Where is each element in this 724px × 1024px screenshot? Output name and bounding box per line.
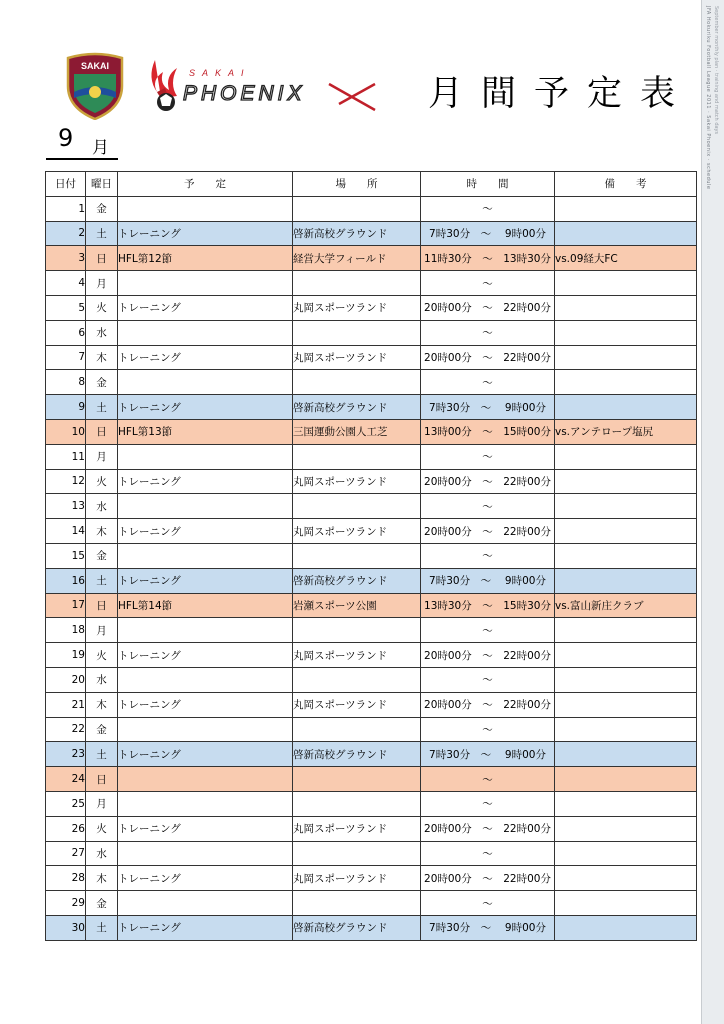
cell-note xyxy=(555,320,697,345)
cell-date: 28 xyxy=(46,866,86,891)
cell-dow: 月 xyxy=(86,618,118,643)
cell-dow: 水 xyxy=(86,320,118,345)
cell-place: 丸岡スポーツランド xyxy=(293,345,421,370)
cell-note xyxy=(555,816,697,841)
table-row xyxy=(46,543,697,568)
cell-note: vs.アンテロープ塩尻 xyxy=(555,419,697,444)
cell-plan xyxy=(118,444,293,469)
table-row xyxy=(46,866,697,891)
cell-dow: 火 xyxy=(86,816,118,841)
table-row xyxy=(46,494,697,519)
table-row xyxy=(46,395,697,420)
cell-date: 1 xyxy=(46,196,86,221)
table-row xyxy=(46,618,697,643)
cell-plan xyxy=(118,494,293,519)
cell-dow: 土 xyxy=(86,915,118,940)
cell-note xyxy=(555,494,697,519)
cell-place xyxy=(293,618,421,643)
cell-place: 岩瀬スポーツ公園 xyxy=(293,593,421,618)
cell-date: 22 xyxy=(46,717,86,742)
cell-plan xyxy=(118,196,293,221)
cell-plan: トレーニング xyxy=(118,915,293,940)
cell-time: 7時30分 ～ 9時00分 xyxy=(421,395,555,420)
cell-plan: トレーニング xyxy=(118,742,293,767)
cell-plan: トレーニング xyxy=(118,469,293,494)
table-row xyxy=(46,891,697,916)
cell-date: 26 xyxy=(46,816,86,841)
cell-time: 20時00分 ～ 22時00分 xyxy=(421,692,555,717)
cell-place xyxy=(293,271,421,296)
cell-dow: 木 xyxy=(86,692,118,717)
column-header-date: 日付 xyxy=(46,172,86,197)
cell-dow: 月 xyxy=(86,791,118,816)
cell-time: ～ xyxy=(421,717,555,742)
cell-plan: HFL第13節 xyxy=(118,419,293,444)
cell-time: ～ xyxy=(421,618,555,643)
cell-note xyxy=(555,295,697,320)
cell-note xyxy=(555,568,697,593)
table-row xyxy=(46,196,697,221)
cell-place xyxy=(293,767,421,792)
side-strip-text-2: September monthly plan · training and match days xyxy=(713,6,719,135)
cell-plan xyxy=(118,841,293,866)
cell-note xyxy=(555,370,697,395)
side-strip xyxy=(701,0,724,1024)
cell-plan xyxy=(118,320,293,345)
cell-dow: 月 xyxy=(86,444,118,469)
cell-dow: 水 xyxy=(86,841,118,866)
cell-note xyxy=(555,717,697,742)
cell-date: 24 xyxy=(46,767,86,792)
cell-plan: トレーニング xyxy=(118,295,293,320)
cell-place: 丸岡スポーツランド xyxy=(293,469,421,494)
column-header-dow: 曜日 xyxy=(86,172,118,197)
cell-plan: トレーニング xyxy=(118,519,293,544)
cell-note xyxy=(555,618,697,643)
cell-plan xyxy=(118,791,293,816)
cell-time: 13時00分 ～ 15時00分 xyxy=(421,419,555,444)
cell-date: 3 xyxy=(46,246,86,271)
cell-date: 16 xyxy=(46,568,86,593)
cell-time: 7時30分 ～ 9時00分 xyxy=(421,568,555,593)
cell-place: 丸岡スポーツランド xyxy=(293,866,421,891)
cell-date: 4 xyxy=(46,271,86,296)
cell-note xyxy=(555,196,697,221)
cell-plan xyxy=(118,618,293,643)
club-crest-logo xyxy=(64,52,126,120)
cell-place xyxy=(293,543,421,568)
cell-place xyxy=(293,370,421,395)
cell-plan: トレーニング xyxy=(118,816,293,841)
cell-plan: HFL第14節 xyxy=(118,593,293,618)
table-row xyxy=(46,271,697,296)
cell-place xyxy=(293,717,421,742)
cell-plan: トレーニング xyxy=(118,395,293,420)
cell-time: 20時00分 ～ 22時00分 xyxy=(421,866,555,891)
table-row xyxy=(46,791,697,816)
cell-note xyxy=(555,915,697,940)
cell-time: 20時00分 ～ 22時00分 xyxy=(421,643,555,668)
cell-note xyxy=(555,519,697,544)
cell-place: 啓新高校グラウンド xyxy=(293,568,421,593)
cell-note xyxy=(555,767,697,792)
cell-plan xyxy=(118,891,293,916)
cell-time: 20時00分 ～ 22時00分 xyxy=(421,295,555,320)
cell-dow: 金 xyxy=(86,196,118,221)
cell-dow: 金 xyxy=(86,370,118,395)
cell-plan xyxy=(118,667,293,692)
cell-dow: 日 xyxy=(86,767,118,792)
cell-dow: 日 xyxy=(86,419,118,444)
cell-date: 12 xyxy=(46,469,86,494)
cell-date: 15 xyxy=(46,543,86,568)
table-row xyxy=(46,320,697,345)
cell-date: 30 xyxy=(46,915,86,940)
cell-date: 8 xyxy=(46,370,86,395)
cell-time: 7時30分 ～ 9時00分 xyxy=(421,915,555,940)
column-header-place: 場 所 xyxy=(293,172,421,197)
cell-plan: トレーニング xyxy=(118,643,293,668)
table-row xyxy=(46,370,697,395)
cell-dow: 月 xyxy=(86,271,118,296)
cell-date: 5 xyxy=(46,295,86,320)
cell-note: vs.富山新庄クラブ xyxy=(555,593,697,618)
cell-note xyxy=(555,891,697,916)
cell-dow: 日 xyxy=(86,593,118,618)
header-row xyxy=(46,172,697,197)
cell-place xyxy=(293,196,421,221)
cell-note xyxy=(555,667,697,692)
cell-place: 啓新高校グラウンド xyxy=(293,221,421,246)
cell-place: 啓新高校グラウンド xyxy=(293,742,421,767)
table-row xyxy=(46,221,697,246)
cell-dow: 土 xyxy=(86,568,118,593)
table-row xyxy=(46,345,697,370)
table-row xyxy=(46,643,697,668)
cell-date: 29 xyxy=(46,891,86,916)
cell-plan xyxy=(118,717,293,742)
cell-note xyxy=(555,221,697,246)
cell-note xyxy=(555,271,697,296)
column-header-note: 備 考 xyxy=(555,172,697,197)
cell-place: 経営大学フィールド xyxy=(293,246,421,271)
table-row xyxy=(46,246,697,271)
cell-dow: 土 xyxy=(86,221,118,246)
table-row xyxy=(46,717,697,742)
cell-plan: トレーニング xyxy=(118,692,293,717)
cell-date: 21 xyxy=(46,692,86,717)
cell-note xyxy=(555,643,697,668)
cell-time: 7時30分 ～ 9時00分 xyxy=(421,742,555,767)
cell-place xyxy=(293,791,421,816)
cell-time: ～ xyxy=(421,667,555,692)
cell-place: 啓新高校グラウンド xyxy=(293,395,421,420)
cell-dow: 火 xyxy=(86,469,118,494)
cell-dow: 木 xyxy=(86,519,118,544)
cell-dow: 火 xyxy=(86,643,118,668)
cell-place xyxy=(293,494,421,519)
cell-note xyxy=(555,395,697,420)
cell-time: ～ xyxy=(421,494,555,519)
crest-text: SAKAI xyxy=(80,61,110,71)
cell-dow: 日 xyxy=(86,246,118,271)
cell-dow: 水 xyxy=(86,494,118,519)
cell-place xyxy=(293,891,421,916)
cell-date: 19 xyxy=(46,643,86,668)
cell-plan: トレーニング xyxy=(118,221,293,246)
cell-place: 三国運動公園人工芝 xyxy=(293,419,421,444)
cell-time: 20時00分 ～ 22時00分 xyxy=(421,469,555,494)
table-row xyxy=(46,767,697,792)
table-row xyxy=(46,519,697,544)
cell-date: 6 xyxy=(46,320,86,345)
cell-time: ～ xyxy=(421,271,555,296)
cell-date: 20 xyxy=(46,667,86,692)
column-header-plan: 予 定 xyxy=(118,172,293,197)
table-row xyxy=(46,816,697,841)
cell-place xyxy=(293,841,421,866)
cell-place: 丸岡スポーツランド xyxy=(293,643,421,668)
cell-date: 17 xyxy=(46,593,86,618)
cell-dow: 土 xyxy=(86,395,118,420)
month-unit: 月 xyxy=(92,138,109,158)
table-row xyxy=(46,742,697,767)
cell-dow: 木 xyxy=(86,866,118,891)
table-row xyxy=(46,295,697,320)
schedule-body xyxy=(46,196,697,940)
cell-time: ～ xyxy=(421,444,555,469)
phoenix-brand-logo xyxy=(143,58,379,114)
cell-note xyxy=(555,543,697,568)
cell-time: 20時00分 ～ 22時00分 xyxy=(421,519,555,544)
cell-date: 27 xyxy=(46,841,86,866)
side-strip-text: JFA Hokuriku Football League 2011 · Sakai Phoenix · schedule xyxy=(705,6,711,190)
table-row xyxy=(46,841,697,866)
cell-plan xyxy=(118,271,293,296)
cell-date: 14 xyxy=(46,519,86,544)
cell-plan: トレーニング xyxy=(118,345,293,370)
cell-note xyxy=(555,692,697,717)
table-row xyxy=(46,915,697,940)
cell-plan: トレーニング xyxy=(118,866,293,891)
table-row xyxy=(46,444,697,469)
schedule-table xyxy=(45,171,697,941)
cell-note xyxy=(555,791,697,816)
cell-time: 11時30分 ～ 13時30分 xyxy=(421,246,555,271)
table-row xyxy=(46,667,697,692)
cell-place: 丸岡スポーツランド xyxy=(293,816,421,841)
cell-dow: 金 xyxy=(86,543,118,568)
brand-top-text: SAKAI xyxy=(189,68,251,78)
cell-time: ～ xyxy=(421,320,555,345)
cell-date: 23 xyxy=(46,742,86,767)
cell-plan: トレーニング xyxy=(118,568,293,593)
cell-plan: HFL第12節 xyxy=(118,246,293,271)
cell-note xyxy=(555,345,697,370)
month-heading xyxy=(46,124,118,160)
cell-time: ～ xyxy=(421,791,555,816)
table-row xyxy=(46,692,697,717)
cell-note xyxy=(555,444,697,469)
cell-dow: 火 xyxy=(86,295,118,320)
cell-time: ～ xyxy=(421,767,555,792)
column-header-time: 時 間 xyxy=(421,172,555,197)
cell-place xyxy=(293,444,421,469)
cell-plan xyxy=(118,767,293,792)
cell-time: ～ xyxy=(421,196,555,221)
table-row xyxy=(46,593,697,618)
cell-plan xyxy=(118,543,293,568)
cell-place: 丸岡スポーツランド xyxy=(293,295,421,320)
cell-dow: 木 xyxy=(86,345,118,370)
table-row xyxy=(46,469,697,494)
cell-note xyxy=(555,841,697,866)
cell-time: ～ xyxy=(421,841,555,866)
cell-date: 9 xyxy=(46,395,86,420)
cell-note xyxy=(555,469,697,494)
cell-dow: 金 xyxy=(86,717,118,742)
cell-time: 13時30分 ～ 15時30分 xyxy=(421,593,555,618)
cell-place: 啓新高校グラウンド xyxy=(293,915,421,940)
cell-time: ～ xyxy=(421,891,555,916)
cell-date: 10 xyxy=(46,419,86,444)
table-row xyxy=(46,568,697,593)
cell-note xyxy=(555,742,697,767)
cell-place xyxy=(293,667,421,692)
cell-time: 7時30分 ～ 9時00分 xyxy=(421,221,555,246)
cell-date: 13 xyxy=(46,494,86,519)
cell-note xyxy=(555,866,697,891)
page-title: 月間予定表 xyxy=(428,74,694,114)
cell-time: ～ xyxy=(421,370,555,395)
cell-date: 18 xyxy=(46,618,86,643)
cell-time: 20時00分 ～ 22時00分 xyxy=(421,816,555,841)
cell-dow: 水 xyxy=(86,667,118,692)
month-number: 9 xyxy=(58,124,74,152)
cell-place: 丸岡スポーツランド xyxy=(293,519,421,544)
cell-dow: 土 xyxy=(86,742,118,767)
cell-time: 20時00分 ～ 22時00分 xyxy=(421,345,555,370)
cell-plan xyxy=(118,370,293,395)
cell-place: 丸岡スポーツランド xyxy=(293,692,421,717)
cell-dow: 金 xyxy=(86,891,118,916)
cell-date: 2 xyxy=(46,221,86,246)
cell-place xyxy=(293,320,421,345)
cell-date: 7 xyxy=(46,345,86,370)
cell-date: 25 xyxy=(46,791,86,816)
cell-time: ～ xyxy=(421,543,555,568)
brand-name-text: PHOENIX xyxy=(183,82,306,105)
table-row xyxy=(46,419,697,444)
cell-note: vs.09経大FC xyxy=(555,246,697,271)
cell-date: 11 xyxy=(46,444,86,469)
